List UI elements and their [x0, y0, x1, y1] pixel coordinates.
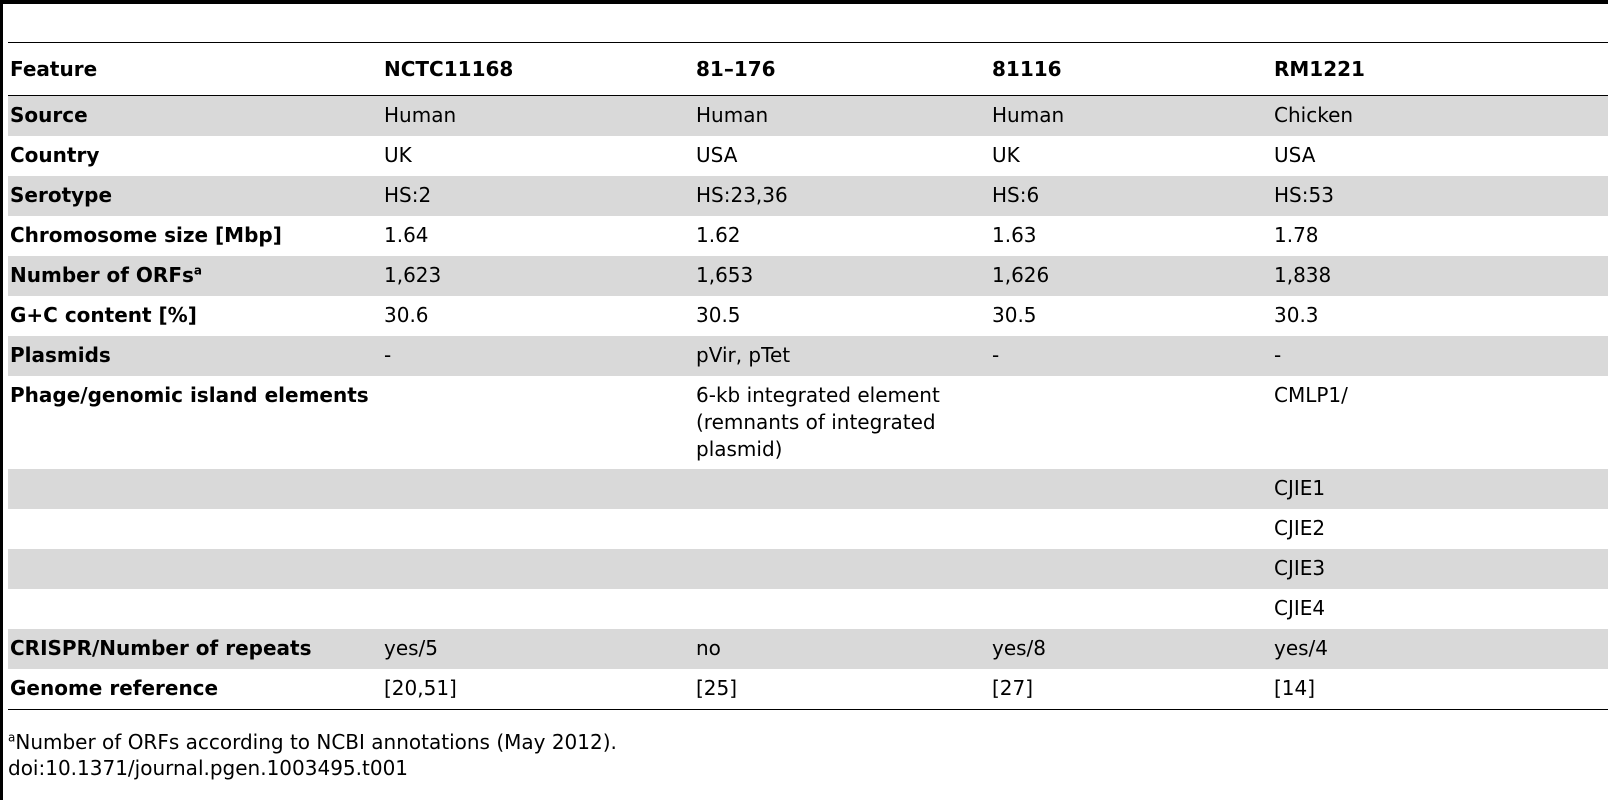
value-cell [382, 509, 694, 549]
feature-label: Number of ORFs [10, 263, 194, 287]
feature-label: Genome reference [10, 676, 219, 700]
value-cell: [25] [696, 676, 738, 700]
feature-label: Plasmids [10, 343, 111, 367]
value-cell: 6-kb integrated element (remnants of integrated plasmid) [696, 383, 940, 461]
value-cell: USA [1274, 143, 1316, 167]
feature-label: CRISPR/Number of repeats [10, 636, 312, 660]
doi-text: doi:10.1371/journal.pgen.1003495.t001 [8, 756, 409, 780]
feature-cell [8, 136, 382, 176]
feature-cell [8, 589, 382, 629]
value-cell [382, 469, 694, 509]
value-cell: CJIE2 [1274, 516, 1326, 540]
value-cell [990, 376, 1272, 469]
value-cell: 30.3 [1274, 303, 1319, 327]
footnote-marker: a [8, 730, 16, 745]
table-row [8, 136, 1608, 176]
feature-label: Chromosome size [Mbp] [10, 223, 282, 247]
value-cell: CJIE4 [1274, 596, 1326, 620]
value-cell: pVir, pTet [694, 336, 990, 376]
feature-label: G+C content [%] [10, 303, 197, 327]
header-row [8, 43, 1608, 96]
feature-cell [8, 176, 382, 216]
value-cell: - [990, 336, 1272, 376]
value-cell: yes/8 [990, 629, 1272, 669]
value-cell: CJIE1 [1272, 469, 1608, 509]
value-cell: Chicken [1272, 96, 1608, 137]
value-cell: Human [694, 96, 990, 137]
footnote-body: Number of ORFs according to NCBI annotations (May 2012). [15, 730, 617, 754]
table-row [8, 376, 1608, 469]
value-cell: HS:2 [382, 176, 694, 216]
feature-cell [8, 469, 382, 509]
value-cell: Human [382, 96, 694, 137]
feature-label: Source [10, 103, 88, 127]
value-cell [990, 549, 1272, 589]
value-cell: 30.6 [384, 303, 429, 327]
value-cell: Human [990, 96, 1272, 137]
value-cell: 1,653 [694, 256, 990, 296]
table-row [8, 176, 1608, 216]
table-row [8, 669, 1608, 710]
value-cell: CMLP1/ [1274, 383, 1348, 407]
column-header: Feature [10, 57, 98, 81]
table-row [8, 96, 1608, 137]
value-cell: 1,838 [1272, 256, 1608, 296]
top-rule [0, 0, 1608, 4]
column-header: NCTC11168 [384, 57, 514, 81]
value-cell [694, 469, 990, 509]
value-cell [694, 509, 990, 549]
value-cell: [20,51] [384, 676, 457, 700]
feature-cell [8, 549, 382, 589]
feature-label: Country [10, 143, 100, 167]
value-cell: yes/5 [382, 629, 694, 669]
column-header: 81–176 [696, 57, 776, 81]
value-cell [382, 376, 694, 469]
table-row [8, 509, 1608, 549]
value-cell [990, 509, 1272, 549]
table-footnote [8, 729, 617, 781]
feature-cell [8, 669, 382, 710]
value-cell: HS:23,36 [694, 176, 990, 216]
value-cell [694, 549, 990, 589]
value-cell: 1,626 [990, 256, 1272, 296]
value-cell: [14] [1274, 676, 1316, 700]
data-table [8, 42, 1608, 710]
value-cell: HS:53 [1272, 176, 1608, 216]
genome-comparison-table [8, 42, 1608, 710]
feature-label: Phage/genomic island elements [10, 383, 369, 407]
table-row [8, 549, 1608, 589]
feature-cell [8, 336, 382, 376]
value-cell [382, 549, 694, 589]
value-cell: 1.62 [696, 223, 741, 247]
value-cell: HS:6 [990, 176, 1272, 216]
feature-cell [8, 296, 382, 336]
value-cell [990, 589, 1272, 629]
value-cell: [27] [992, 676, 1034, 700]
column-header: RM1221 [1274, 57, 1365, 81]
table-body [8, 96, 1608, 710]
table-row [8, 469, 1608, 509]
value-cell: 1.78 [1274, 223, 1319, 247]
value-cell: USA [696, 143, 738, 167]
value-cell: 30.5 [696, 303, 741, 327]
value-cell: CJIE3 [1272, 549, 1608, 589]
value-cell: - [382, 336, 694, 376]
value-cell: 1,623 [382, 256, 694, 296]
table-row [8, 256, 1608, 296]
table-row [8, 296, 1608, 336]
value-cell [990, 469, 1272, 509]
feature-cell [8, 216, 382, 256]
feature-cell [8, 509, 382, 549]
value-cell: yes/4 [1272, 629, 1608, 669]
value-cell: UK [992, 143, 1020, 167]
value-cell [382, 589, 694, 629]
table-row [8, 589, 1608, 629]
value-cell: 1.64 [384, 223, 429, 247]
feature-cell [8, 629, 382, 669]
value-cell: UK [384, 143, 412, 167]
table-row [8, 216, 1608, 256]
value-cell: 1.63 [992, 223, 1037, 247]
value-cell: no [694, 629, 990, 669]
footnote-text [8, 729, 617, 755]
feature-label: Serotype [10, 183, 113, 207]
column-header: 81116 [992, 57, 1062, 81]
feature-cell [8, 376, 382, 469]
table-row [8, 629, 1608, 669]
left-border-bar [0, 0, 3, 800]
table-row [8, 336, 1608, 376]
feature-cell [8, 96, 382, 137]
value-cell: 30.5 [992, 303, 1037, 327]
footnote-ref-marker: a [193, 263, 203, 278]
feature-cell [8, 256, 382, 296]
value-cell: - [1272, 336, 1608, 376]
value-cell [694, 589, 990, 629]
